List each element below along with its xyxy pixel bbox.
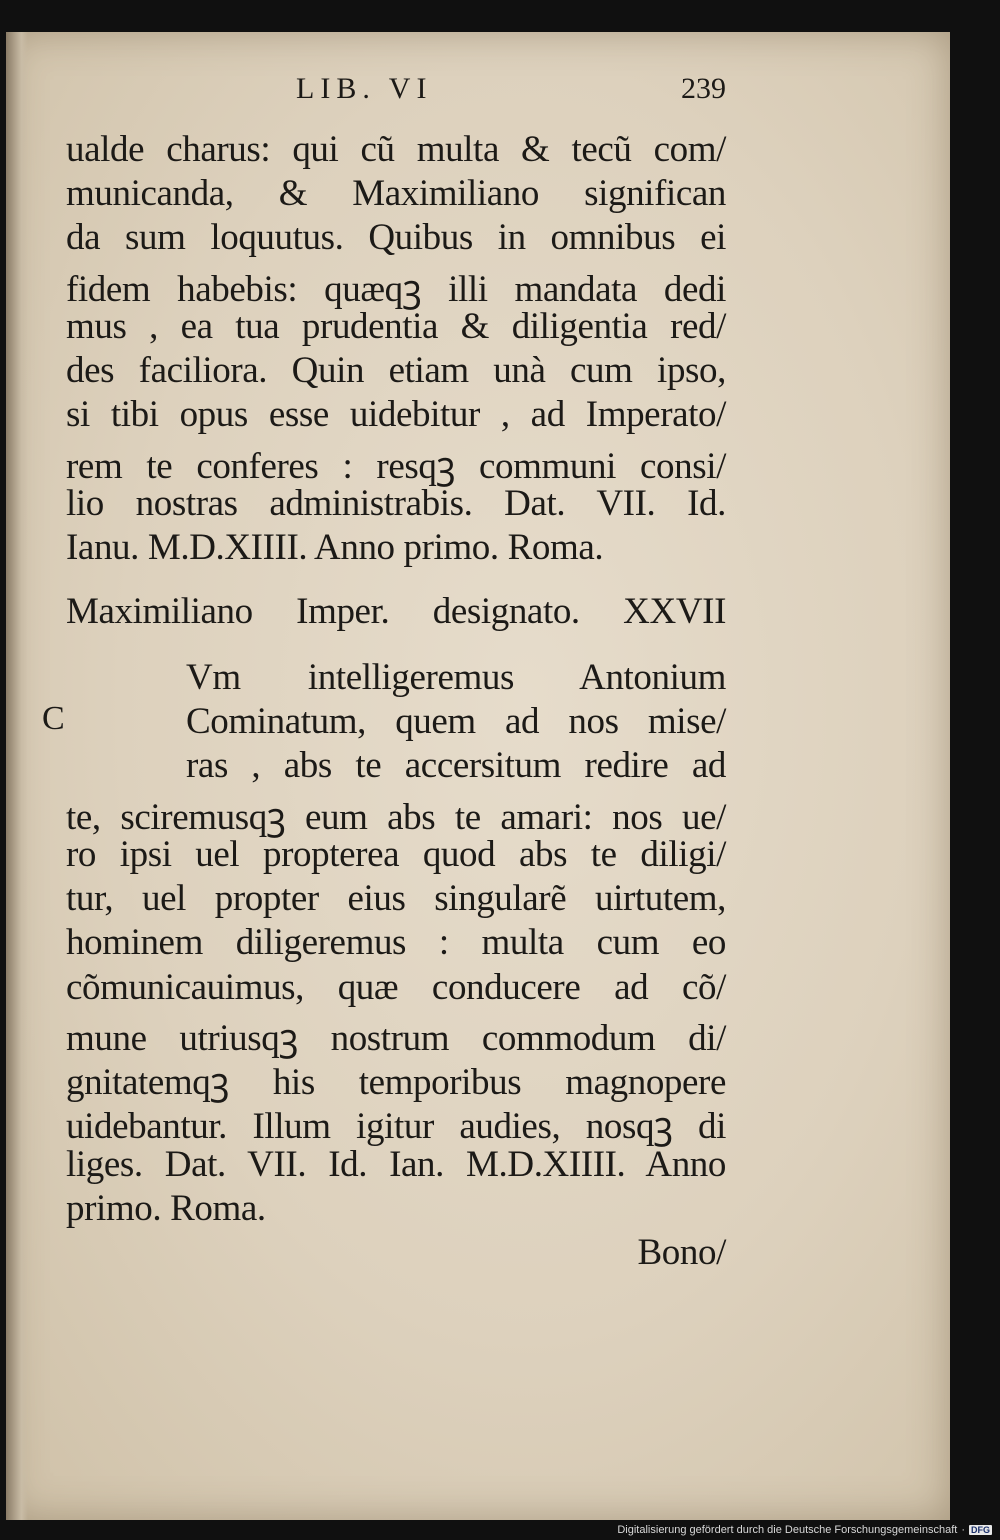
letter-heading: Maximiliano Imper. designato. XXVII [66,591,726,632]
credit-text: Digitalisierung gefördert durch die Deutsche Forschungsgemeinschaft [617,1524,958,1536]
text-line: municanda, & Maximiliano significan [66,173,726,214]
text-line: Ianu. M.D.XIIII. Anno primo. Roma. [66,527,604,568]
initial-letter: C [42,700,65,737]
text-line: mune utriusqꝫ nostrum commodum di/ [66,1018,726,1059]
dfg-logo: DFG [971,1525,990,1535]
text-line: gnitatemqꝫ his temporibus magnopere [66,1062,726,1103]
text-line: si tibi opus esse uidebitur , ad Imperato/ [66,394,726,435]
digitization-credit: Digitalisierung gefördert durch die Deutsche Forschungsgemeinschaft · DFG [617,1524,990,1536]
running-title: LIB. VI [296,72,433,105]
page-gutter [6,32,28,1520]
text-line: te, sciremusqꝫ eum abs te amari: nos ue/ [66,797,726,838]
text-line: hominem diligeremus : multa cum eo [66,922,726,963]
text-line: uidebantur. Illum igitur audies, nosqꝫ di [66,1106,726,1147]
text-line-indented: Cominatum, quem ad nos mise/ [186,701,726,742]
text-line: des faciliora. Quin etiam unà cum ipso, [66,350,726,391]
catchword: Bono/ [637,1232,726,1273]
text-line: ro ipsi uel propterea quod abs te diligi/ [66,834,726,875]
text-line: tur, uel propter eius singularẽ uirtutem, [66,878,726,919]
text-line: mus , ea tua prudentia & diligentia red/ [66,306,726,347]
text-line: cõmunicauimus, quæ conducere ad cõ/ [66,967,726,1008]
text-line: fidem habebis: quæqꝫ illi mandata dedi [66,269,726,310]
text-line-indented: ras , abs te accersitum redire ad [186,745,726,786]
text-line: liges. Dat. VII. Id. Ian. M.D.XIIII. Anno [66,1144,726,1185]
text-line: lio nostras administrabis. Dat. VII. Id. [66,483,726,524]
text-line-indented: Vm intelligeremus Antonium [186,657,726,698]
text-line: rem te conferes : resqꝫ communi consi/ [66,446,726,487]
text-line: primo. Roma. [66,1188,266,1229]
text-line: da sum loquutus. Quibus in omnibus ei [66,217,726,258]
text-line: ualde charus: qui cũ multa & tecũ com/ [66,129,726,170]
folio-number: 239 [681,72,726,105]
